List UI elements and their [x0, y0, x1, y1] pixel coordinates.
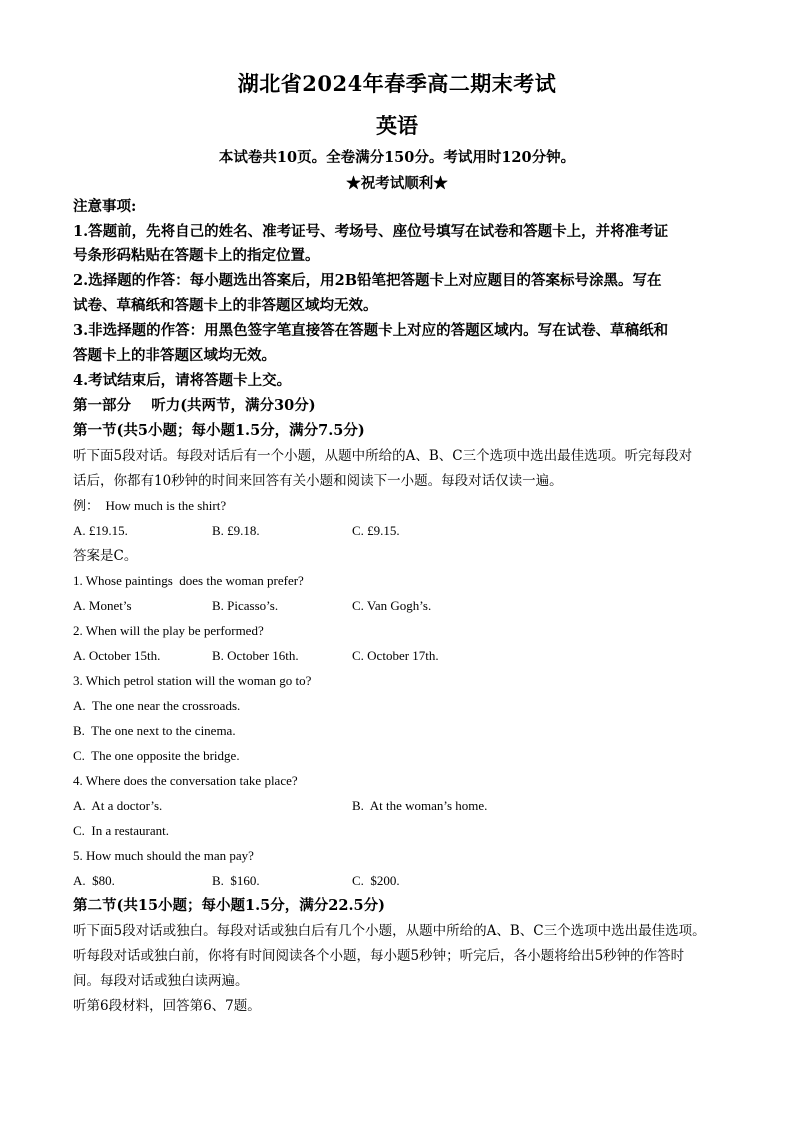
section2-instructions-line-3: 间。每段对话或独白读两遍。 [73, 973, 249, 989]
subject-title: 英语 [376, 113, 418, 138]
q4-option-b: B. At the woman’s home. [352, 798, 488, 813]
note-3-line-1: 3.非选择题的作答：用黑色签字笔直接答在答题卡上对应的答题区域内。写在试卷、草稿纸和 [73, 322, 669, 339]
q2-option-c: C. October 17th. [352, 648, 439, 663]
question-2: 2. When will the play be performed? [73, 623, 264, 638]
q5-option-a: A. $80. [73, 873, 115, 888]
question-1: 1. Whose paintings does the woman prefer? [73, 573, 304, 588]
question-5: 5. How much should the man pay? [73, 848, 254, 863]
example-question: 例： How much is the shirt? [73, 498, 227, 513]
q1-option-a: A. Monet’s [73, 598, 132, 613]
note-1-line-2: 号条形码粘贴在答题卡上的指定位置。 [73, 247, 320, 264]
note-4: 4.考试结束后，请将答题卡上交。 [73, 372, 292, 389]
q1-option-b: B. Picasso’s. [212, 598, 279, 613]
part1-heading: 第一部分 听力(共两节，满分30分) [73, 397, 316, 414]
section1-heading: 第一节(共5小题；每小题1.5分，满分7.5分) [73, 422, 365, 439]
q4-option-c: C. In a restaurant. [73, 823, 170, 838]
example-option-c: C. £9.15. [352, 523, 400, 538]
note-3-line-2: 答题卡上的非答题区域均无效。 [73, 347, 276, 364]
example-option-a: A. £19.15. [73, 523, 128, 538]
note-1-line-1: 1.答题前，先将自己的姓名、准考证号、考场号、座位号填写在试卷和答题卡上，并将准考证 [73, 223, 669, 240]
exam-title: 湖北省2024年春季高二期末考试 [237, 71, 557, 96]
notes-heading: 注意事项: [73, 198, 137, 215]
note-2-line-1: 2.选择题的作答：每小题选出答案后，用2B铅笔把答题卡上对应题目的答案标号涂黑。写在 [73, 272, 662, 289]
q5-option-b: B. $160. [212, 873, 260, 888]
section1-instructions-line-2: 话后，你都有10秒钟的时间来回答有关小题和阅读下一小题。每段对话仅读一遍。 [73, 473, 563, 489]
section2-heading: 第二节(共15小题；每小题1.5分，满分22.5分) [73, 897, 385, 914]
question-4: 4. Where does the conversation take place? [73, 773, 298, 788]
section1-instructions-line-1: 听下面5段对话。每段对话后有一个小题，从题中所给的A、B、C三个选项中选出最佳选项。听完每段对 [73, 448, 693, 464]
material-6-prompt: 听第6段材料，回答第6、7题。 [73, 998, 261, 1014]
note-2-line-2: 试卷、草稿纸和答题卡上的非答题区域均无效。 [73, 297, 378, 314]
good-luck-line: ★祝考试顺利★ [346, 175, 448, 192]
q3-option-a: A. The one near the crossroads. [73, 698, 241, 713]
q1-option-c: C. Van Gogh’s. [352, 598, 432, 613]
exam-info: 本试卷共10页。全卷满分150分。考试用时120分钟。 [218, 149, 576, 166]
q3-option-c: C. The one opposite the bridge. [73, 748, 240, 763]
example-answer: 答案是C。 [73, 548, 138, 564]
q2-option-b: B. October 16th. [212, 648, 299, 663]
question-3: 3. Which petrol station will the woman go to? [73, 673, 312, 688]
q3-option-b: B. The one next to the cinema. [73, 723, 236, 738]
q4-option-a: A. At a doctor’s. [73, 798, 163, 813]
q5-option-c: C. $200. [352, 873, 400, 888]
section2-instructions-line-2: 听每段对话或独白前，你将有时间阅读各个小题，每小题5秒钟；听完后，各小题将给出5秒钟的作答时 [73, 948, 685, 964]
section2-instructions-line-1: 听下面5段对话或独白。每段对话或独白后有几个小题，从题中所给的A、B、C三个选项中选出最佳选项。 [73, 923, 706, 939]
example-option-b: B. £9.18. [212, 523, 260, 538]
q2-option-a: A. October 15th. [73, 648, 161, 663]
